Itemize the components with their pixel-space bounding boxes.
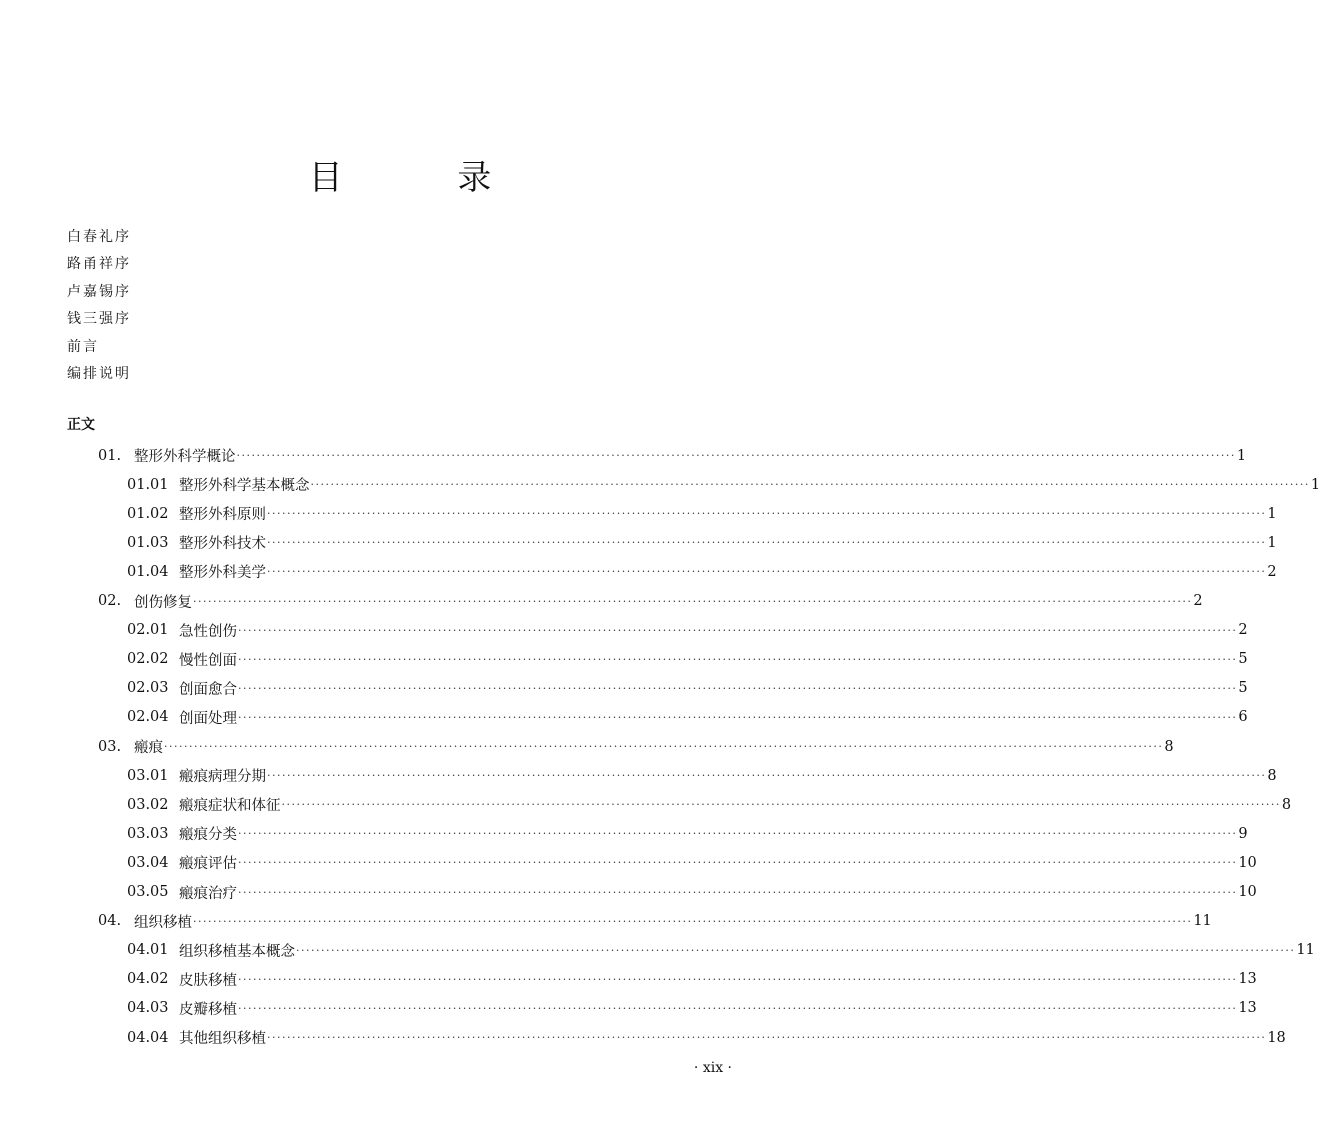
toc-entry[interactable] xyxy=(0,470,1320,499)
toc-entry-page: 5 xyxy=(1238,680,1248,697)
toc-entry-title: 瘢痕治疗 xyxy=(179,885,237,902)
toc-entry[interactable] xyxy=(0,848,1257,877)
toc-leader-dots: ········································································································································································································ xyxy=(267,1031,1267,1044)
toc-entry[interactable] xyxy=(0,1023,1286,1052)
toc-entry-title: 组织移植 xyxy=(134,914,192,931)
toc-entry[interactable] xyxy=(0,587,1203,616)
toc-entry[interactable] xyxy=(0,441,1247,470)
toc-entry-title: 皮瓣移植 xyxy=(179,1001,237,1018)
toc-leader-dots: ········································································································································································································ xyxy=(238,885,1238,899)
toc-entry-page: 5 xyxy=(1238,651,1248,668)
toc-leader-dots: ········································································································································································································ xyxy=(267,565,1267,579)
toc-leader-dots: ········································································································································································································ xyxy=(267,769,1267,783)
front-matter-item[interactable]: 白春礼序 xyxy=(67,229,131,245)
toc-entry-number: 01. xyxy=(98,447,122,464)
toc-entry[interactable] xyxy=(0,674,1248,703)
toc-entry-number: 02.03 xyxy=(127,680,169,697)
toc-entry-title: 急性创伤 xyxy=(179,623,237,640)
toc-entry-page: 8 xyxy=(1164,738,1174,755)
toc-leader-dots: ········································································································································································································ xyxy=(238,681,1238,695)
toc-leader-dots: ········································································································································································································ xyxy=(296,943,1296,957)
toc-entry-number: 01.04 xyxy=(127,563,169,580)
toc-entry-number: 02.02 xyxy=(127,651,169,668)
toc-entry[interactable] xyxy=(0,557,1277,586)
toc-entry-page: 10 xyxy=(1238,854,1257,871)
toc-entry-number: 01.03 xyxy=(127,534,169,551)
toc-entry-title: 整形外科原则 xyxy=(179,507,266,524)
toc-entry-title: 瘢痕症状和体征 xyxy=(179,798,281,815)
front-matter-item[interactable]: 前言 xyxy=(67,338,99,355)
toc-entry-page: 2 xyxy=(1238,622,1248,639)
toc-entry[interactable] xyxy=(0,616,1248,645)
toc-entry-page: 1 xyxy=(1267,534,1277,551)
toc-entry-number: 02.01 xyxy=(127,622,169,639)
toc-leader-dots: ········································································································································································································ xyxy=(267,536,1267,550)
section-label: 正文 xyxy=(67,417,95,433)
toc-leader-dots: ········································································································································································································ xyxy=(236,449,1236,462)
toc-entry-number: 03.04 xyxy=(127,854,169,871)
toc-leader-dots: ········································································································································································································ xyxy=(238,710,1238,724)
toc-entry-number: 04.04 xyxy=(127,1029,169,1046)
toc-entry[interactable] xyxy=(0,819,1248,848)
toc-entry-title: 慢性创面 xyxy=(179,652,237,669)
toc-leader-dots: ········································································································································································································ xyxy=(267,507,1267,521)
toc-entry-page: 13 xyxy=(1238,1000,1257,1017)
toc-entry[interactable] xyxy=(0,499,1277,528)
toc-entry-number: 03.05 xyxy=(127,884,169,900)
front-matter-item[interactable]: 路甬祥序 xyxy=(67,256,131,273)
front-matter-item[interactable]: 卢嘉锡序 xyxy=(67,283,131,300)
toc-leader-dots: ········································································································································································································ xyxy=(281,798,1281,812)
toc-entry-page: 1 xyxy=(1267,505,1277,522)
toc-leader-dots: ········································································································································································································ xyxy=(164,740,1164,753)
toc-entry-number: 01.01 xyxy=(127,476,169,493)
toc-entry-title: 创伤修复 xyxy=(134,594,192,611)
toc-entry-title: 皮肤移植 xyxy=(179,972,237,989)
toc-entry[interactable] xyxy=(0,761,1277,790)
toc-entry[interactable] xyxy=(0,703,1248,732)
toc-entry[interactable] xyxy=(0,528,1277,557)
toc-entry[interactable] xyxy=(0,790,1292,819)
toc-entry-number: 03.01 xyxy=(127,767,169,784)
toc-entry-page: 1 xyxy=(1310,476,1320,493)
toc-entry-title: 创面愈合 xyxy=(179,681,237,698)
toc-entry-page: 18 xyxy=(1267,1029,1286,1046)
toc-leader-dots: ········································································································································································································ xyxy=(238,827,1238,841)
toc-entry-number: 01.02 xyxy=(127,505,169,522)
toc-entry-number: 02.04 xyxy=(127,709,169,726)
toc-entry-number: 04. xyxy=(98,913,122,930)
front-matter-item[interactable]: 钱三强序 xyxy=(67,311,131,328)
toc-entry-title: 创面处理 xyxy=(179,710,237,727)
toc-leader-dots: ········································································································································································································ xyxy=(193,594,1193,608)
toc-leader-dots: ········································································································································································································ xyxy=(238,652,1238,666)
toc-entry-title: 组织移植基本概念 xyxy=(179,943,295,960)
toc-entry-number: 03. xyxy=(98,738,122,755)
toc-entry[interactable] xyxy=(0,732,1174,761)
toc-leader-dots: ········································································································································································································ xyxy=(310,478,1310,492)
toc-entry-page: 2 xyxy=(1193,593,1203,609)
toc-entry-title: 整形外科美学 xyxy=(179,565,266,582)
toc-entry-page: 11 xyxy=(1193,913,1212,930)
toc-entry-number: 02. xyxy=(98,593,122,609)
toc-entry-number: 04.03 xyxy=(127,1000,169,1017)
toc-entry-title: 瘢痕评估 xyxy=(179,856,237,873)
toc-leader-dots: ········································································································································································································ xyxy=(238,623,1238,637)
toc-entry-title: 整形外科技术 xyxy=(179,536,266,553)
toc-entry-page: 13 xyxy=(1238,971,1257,988)
front-matter-item[interactable]: 编排说明 xyxy=(67,365,131,382)
toc-entry-title: 整形外科学概论 xyxy=(134,449,236,465)
toc-entry[interactable] xyxy=(0,994,1257,1023)
toc-leader-dots: ········································································································································································································ xyxy=(238,856,1238,870)
page-number: · xix · xyxy=(693,1060,732,1076)
toc-entry-page: 8 xyxy=(1267,767,1277,784)
toc-leader-dots: ········································································································································································································ xyxy=(238,972,1238,986)
toc-entry-number: 03.03 xyxy=(127,825,169,842)
toc-entry[interactable] xyxy=(0,907,1212,936)
toc-entry-page: 10 xyxy=(1238,884,1257,900)
toc-entry[interactable] xyxy=(0,936,1315,965)
toc-entry[interactable] xyxy=(0,878,1257,907)
toc-entry-title: 其他组织移植 xyxy=(179,1031,266,1047)
toc-leader-dots: ········································································································································································································ xyxy=(193,914,1193,928)
toc-entry-number: 04.01 xyxy=(127,942,169,959)
toc-entry-title: 瘢痕分类 xyxy=(179,827,237,844)
toc-entry-title: 瘢痕病理分期 xyxy=(179,769,266,786)
toc-leader-dots: ········································································································································································································ xyxy=(238,1001,1238,1015)
toc-entry-title: 瘢痕 xyxy=(134,740,163,756)
toc-entry-page: 1 xyxy=(1236,447,1247,464)
toc-entry-page: 8 xyxy=(1281,796,1292,813)
toc-entry-page: 9 xyxy=(1238,825,1248,842)
toc-entry-page: 11 xyxy=(1296,942,1315,959)
page-title: 目 录 xyxy=(308,158,544,198)
toc-entry-page: 6 xyxy=(1238,709,1248,726)
toc-entry-number: 04.02 xyxy=(127,971,169,988)
toc-entry-page: 2 xyxy=(1267,563,1277,580)
toc-entry-number: 03.02 xyxy=(127,796,169,813)
front-matter-list xyxy=(67,224,131,388)
toc-entry-title: 整形外科学基本概念 xyxy=(179,478,310,495)
toc-entry[interactable] xyxy=(0,645,1248,674)
toc-entry[interactable] xyxy=(0,965,1257,994)
